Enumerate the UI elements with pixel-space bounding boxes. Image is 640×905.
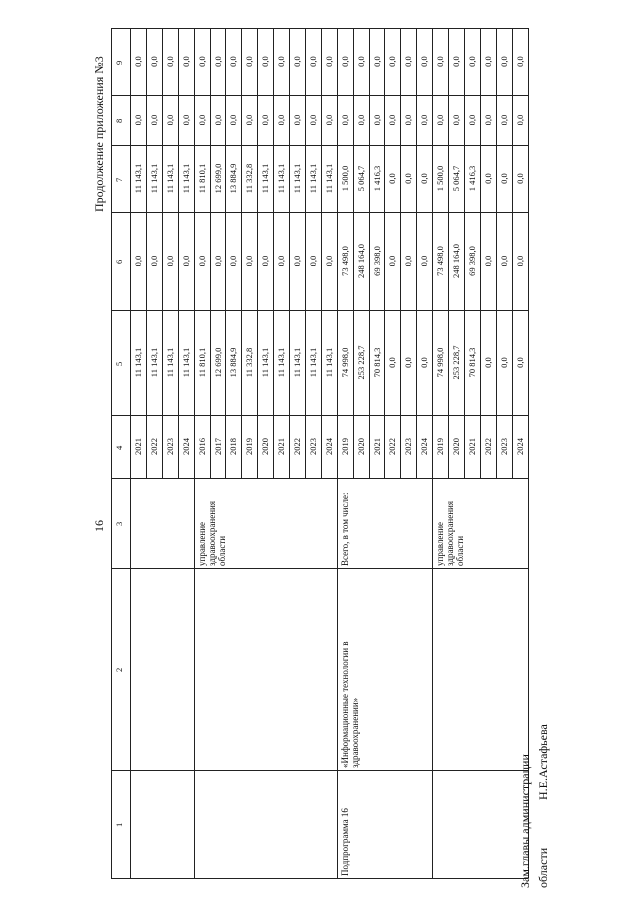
cell-year: 2022 [148, 438, 159, 455]
cell-year: 2020 [451, 438, 461, 455]
signature-name: Н.Е.Астафьева [536, 724, 550, 800]
cell-year: 2020 [260, 438, 271, 455]
cell-year: 2021 [133, 438, 143, 455]
cell-c6: 0,0 [292, 255, 302, 267]
page-number: 16 [92, 520, 106, 532]
cell-c7: 11 143,1 [276, 163, 287, 194]
cell-c5: 11 143,1 [292, 347, 302, 378]
cell-c8: 0,0 [180, 114, 191, 126]
cell-year: 2021 [371, 438, 382, 455]
cell-c8: 0,0 [339, 114, 350, 126]
row-separator [432, 28, 433, 878]
cell-year: 2023 [307, 438, 318, 455]
cell-c6: 0,0 [148, 255, 159, 267]
cell-c9: 0,0 [482, 56, 493, 67]
cell-year: 2016 [196, 438, 207, 455]
cell-year: 2018 [228, 438, 239, 455]
cell-c6: 0,0 [180, 255, 191, 267]
cell-c6: 0,0 [260, 255, 271, 267]
continuation-note: Продолжение приложения №3 [92, 56, 106, 212]
cell-c9: 0,0 [292, 56, 302, 67]
cell-c8: 0,0 [482, 114, 493, 126]
cell-year: 2022 [387, 438, 398, 455]
cell-c8: 0,0 [355, 114, 366, 126]
cell-c5: 70 814,3 [466, 347, 477, 378]
cell-c7: 11 332,8 [244, 163, 255, 194]
cell-c9: 0,0 [180, 56, 191, 67]
cell-year: 2021 [466, 438, 477, 455]
cell-c9: 0,0 [164, 56, 175, 67]
cell-c5: 11 332,8 [244, 347, 255, 378]
cell-year: 2017 [212, 438, 223, 455]
total-label: Всего, в том числе: [339, 492, 350, 566]
column-separator [111, 95, 528, 96]
cell-c6: 0,0 [419, 255, 430, 267]
cell-c8: 0,0 [244, 114, 255, 126]
cell-c5: 11 143,1 [260, 347, 271, 378]
cell-c8: 0,0 [276, 114, 287, 126]
cell-c7: 11 143,1 [133, 163, 143, 194]
cell-c5: 0,0 [419, 357, 430, 368]
column-header: 4 [114, 445, 124, 450]
cell-c6: 0,0 [403, 255, 414, 267]
column-separator [111, 28, 528, 29]
cell-c8: 0,0 [260, 114, 271, 126]
cell-c7: 11 143,1 [307, 163, 318, 194]
column-separator [111, 878, 528, 879]
cell-c5: 11 143,1 [307, 347, 318, 378]
executor-health-2: управление здравоохранения области [435, 500, 466, 566]
cell-year: 2024 [514, 438, 525, 455]
group-separator [432, 478, 433, 568]
cell-c6: 0,0 [514, 255, 525, 267]
cell-c5: 12 699,0 [212, 347, 223, 378]
cell-c7: 0,0 [403, 173, 414, 184]
cell-c6: 0,0 [307, 255, 318, 267]
cell-c8: 0,0 [228, 114, 239, 126]
cell-c9: 0,0 [419, 56, 430, 67]
cell-year: 2021 [276, 438, 287, 455]
cell-c9: 0,0 [260, 56, 271, 67]
cell-c7: 1 416,3 [371, 165, 382, 192]
cell-c9: 0,0 [339, 56, 350, 67]
row-separator [528, 28, 529, 878]
cell-c9: 0,0 [435, 56, 446, 67]
cell-c6: 0,0 [228, 255, 239, 267]
cell-c5: 0,0 [387, 357, 398, 368]
cell-c8: 0,0 [196, 114, 207, 126]
cell-c9: 0,0 [387, 56, 398, 67]
cell-year: 2022 [482, 438, 493, 455]
cell-c7: 0,0 [514, 173, 525, 184]
cell-c6: 0,0 [164, 255, 175, 267]
column-separator [111, 568, 528, 569]
cell-c5: 253 228,7 [451, 345, 461, 380]
cell-c7: 0,0 [498, 173, 509, 184]
subprogram-name: «Информационные технологии в здравоохранении» [339, 641, 360, 768]
column-header: 3 [114, 521, 124, 526]
cell-c6: 0,0 [212, 255, 223, 267]
cell-c8: 0,0 [133, 114, 143, 126]
cell-c9: 0,0 [244, 56, 255, 67]
cell-c5: 11 143,1 [180, 347, 191, 378]
group-separator [337, 478, 338, 878]
cell-year: 2024 [180, 438, 191, 455]
cell-c8: 0,0 [292, 114, 302, 126]
cell-year: 2023 [498, 438, 509, 455]
cell-c6: 248 164,0 [355, 244, 366, 278]
executor-health-1: управление здравоохранения области [196, 500, 227, 566]
cell-c7: 11 143,1 [292, 163, 302, 194]
cell-c5: 11 143,1 [323, 347, 334, 378]
cell-c7: 11 143,1 [180, 163, 191, 194]
cell-c6: 0,0 [323, 255, 334, 267]
cell-c5: 0,0 [498, 357, 509, 368]
cell-c9: 0,0 [148, 56, 159, 67]
cell-year: 2024 [323, 438, 334, 455]
cell-c7: 12 699,0 [212, 163, 223, 194]
cell-c9: 0,0 [228, 56, 239, 67]
cell-c8: 0,0 [419, 114, 430, 126]
cell-c7: 11 143,1 [260, 163, 271, 194]
cell-year: 2023 [164, 438, 175, 455]
cell-c7: 5 064,7 [451, 165, 461, 192]
cell-c7: 11 143,1 [148, 163, 159, 194]
cell-c9: 0,0 [466, 56, 477, 67]
signature-org: области [536, 847, 550, 888]
column-separator [111, 478, 528, 479]
group-separator [194, 478, 195, 568]
cell-c9: 0,0 [403, 56, 414, 67]
cell-year: 2022 [292, 438, 302, 455]
cell-c7: 11 143,1 [323, 163, 334, 194]
cell-c9: 0,0 [307, 56, 318, 67]
cell-c8: 0,0 [498, 114, 509, 126]
cell-c6: 73 498,0 [435, 246, 446, 276]
cell-c9: 0,0 [276, 56, 287, 67]
row-separator [130, 28, 131, 878]
cell-c9: 0,0 [133, 56, 143, 67]
subprogram-label: Подпрограмма 16 [339, 808, 350, 876]
cell-year: 2024 [419, 438, 430, 455]
cell-c5: 70 814,3 [371, 347, 382, 378]
cell-c6: 0,0 [482, 255, 493, 267]
cell-c6: 0,0 [244, 255, 255, 267]
cell-c6: 69 398,0 [371, 246, 382, 276]
cell-c7: 0,0 [419, 173, 430, 184]
column-header: 5 [114, 361, 124, 366]
cell-c7: 1 416,3 [466, 165, 477, 192]
cell-c8: 0,0 [371, 114, 382, 126]
cell-c8: 0,0 [387, 114, 398, 126]
cell-c5: 0,0 [514, 357, 525, 368]
cell-c7: 1 500,0 [435, 165, 446, 192]
cell-c7: 5 064,7 [355, 165, 366, 192]
cell-c5: 0,0 [482, 357, 493, 368]
cell-c5: 74 998,0 [435, 347, 446, 378]
cell-c7: 0,0 [482, 173, 493, 184]
cell-c9: 0,0 [323, 56, 334, 67]
column-separator [111, 770, 528, 771]
signature-title: Зам.главы администрации [518, 754, 532, 888]
cell-c7: 11 810,1 [196, 163, 207, 194]
cell-c9: 0,0 [514, 56, 525, 67]
cell-c8: 0,0 [307, 114, 318, 126]
cell-c8: 0,0 [148, 114, 159, 126]
cell-c8: 0,0 [451, 114, 461, 126]
cell-c8: 0,0 [323, 114, 334, 126]
cell-c8: 0,0 [212, 114, 223, 126]
cell-c9: 0,0 [498, 56, 509, 67]
cell-c5: 253 228,7 [355, 345, 366, 380]
cell-c5: 0,0 [403, 357, 414, 368]
cell-c5: 11 143,1 [148, 347, 159, 378]
cell-year: 2019 [435, 438, 446, 455]
cell-c5: 74 998,0 [339, 347, 350, 378]
cell-c8: 0,0 [403, 114, 414, 126]
cell-c7: 0,0 [387, 173, 398, 184]
cell-c7: 13 884,9 [228, 163, 239, 194]
cell-c6: 0,0 [276, 255, 287, 267]
cell-c5: 13 884,9 [228, 347, 239, 378]
cell-c8: 0,0 [164, 114, 175, 126]
column-header: 6 [114, 259, 124, 264]
column-header: 7 [114, 177, 124, 182]
cell-c9: 0,0 [212, 56, 223, 67]
cell-c7: 1 500,0 [339, 165, 350, 192]
cell-c5: 11 143,1 [276, 347, 287, 378]
row-separator [111, 28, 112, 878]
column-separator [111, 415, 528, 416]
column-header: 8 [114, 118, 124, 123]
column-separator [111, 212, 528, 213]
cell-year: 2020 [355, 438, 366, 455]
column-header: 2 [114, 667, 124, 672]
cell-c9: 0,0 [451, 56, 461, 67]
cell-c8: 0,0 [435, 114, 446, 126]
cell-c5: 11 143,1 [133, 347, 143, 378]
cell-c6: 0,0 [133, 255, 143, 267]
cell-c6: 73 498,0 [339, 246, 350, 276]
cell-c6: 0,0 [196, 255, 207, 267]
column-header: 1 [114, 822, 124, 827]
column-separator [111, 145, 528, 146]
cell-year: 2019 [244, 438, 255, 455]
cell-c6: 248 164,0 [451, 244, 461, 278]
cell-c8: 0,0 [514, 114, 525, 126]
column-separator [111, 310, 528, 311]
cell-c6: 69 398,0 [466, 246, 477, 276]
cell-c7: 11 143,1 [164, 163, 175, 194]
column-header: 9 [114, 60, 124, 65]
cell-year: 2023 [403, 438, 414, 455]
cell-c6: 0,0 [387, 255, 398, 267]
row-separator [194, 28, 195, 878]
cell-c9: 0,0 [371, 56, 382, 67]
cell-c8: 0,0 [466, 114, 477, 126]
cell-c6: 0,0 [498, 255, 509, 267]
cell-c9: 0,0 [355, 56, 366, 67]
cell-c5: 11 810,1 [196, 347, 207, 378]
cell-c5: 11 143,1 [164, 347, 175, 378]
cell-year: 2019 [339, 438, 350, 455]
cell-c9: 0,0 [196, 56, 207, 67]
